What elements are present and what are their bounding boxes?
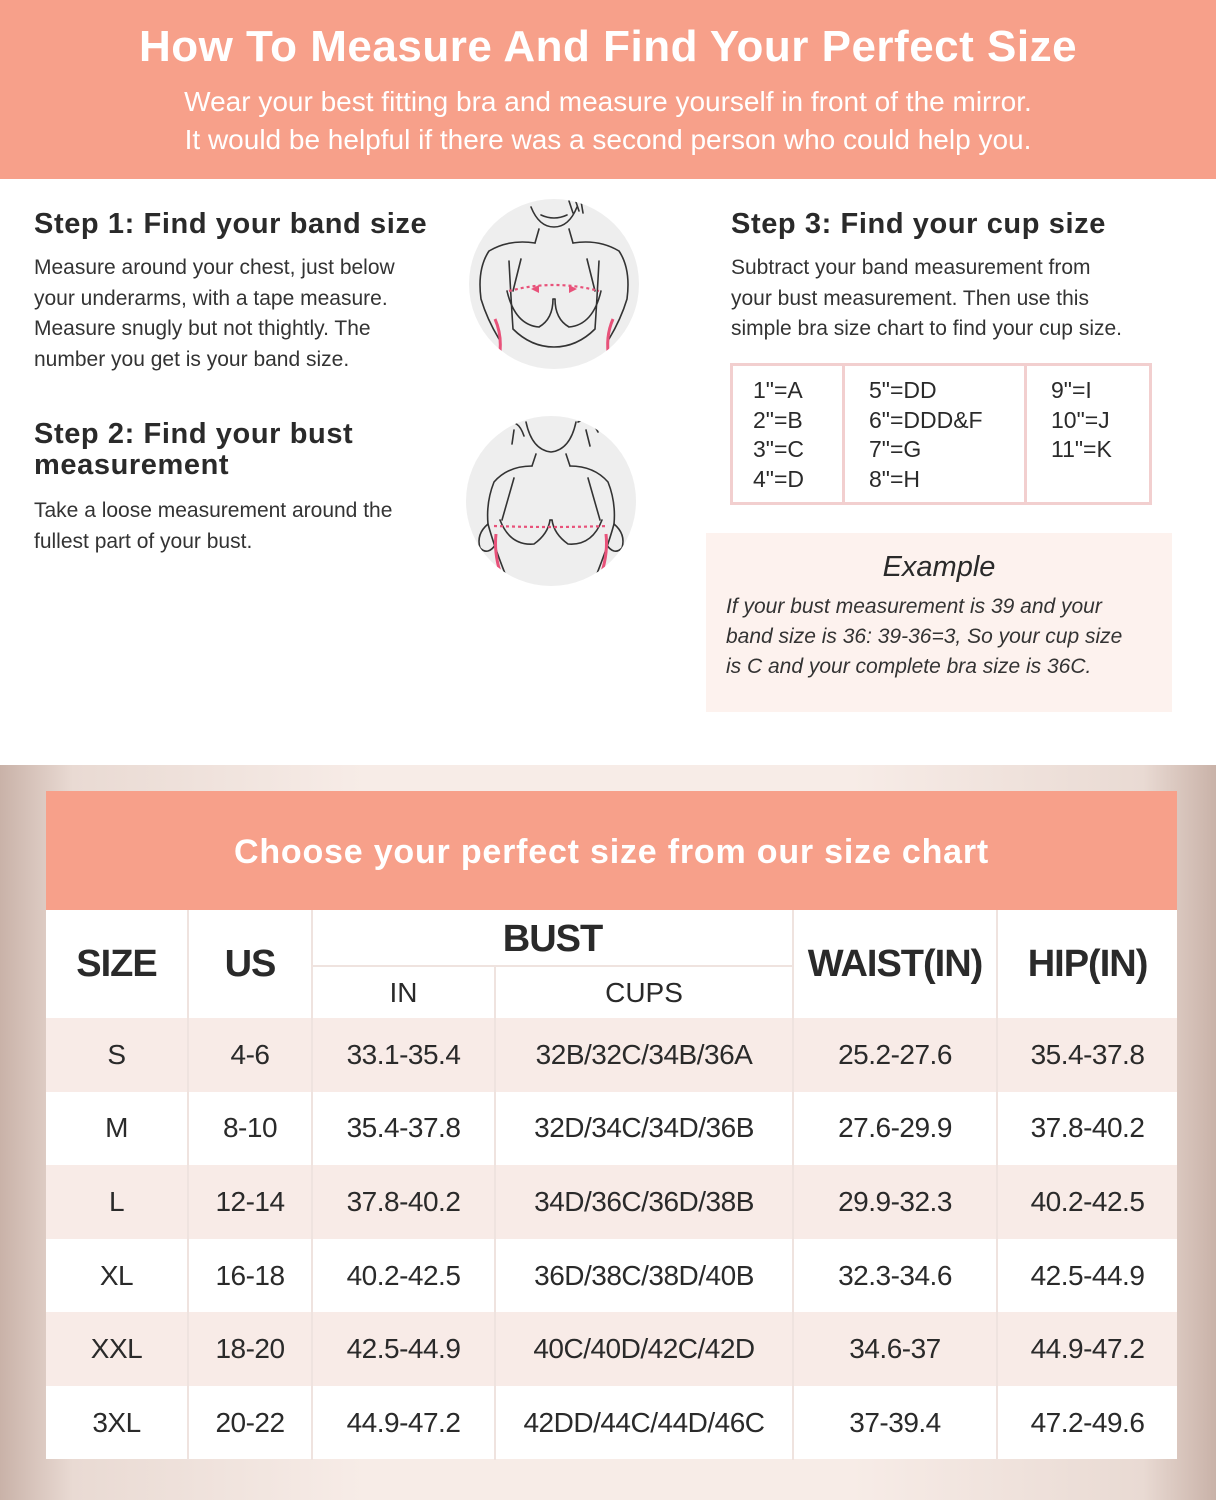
cup-chart-entry: 1"=A [753, 377, 803, 403]
cell-cups: 40C/40D/42C/42D [495, 1312, 793, 1386]
size-chart-table [46, 910, 1177, 1460]
cell-waist: 27.6-29.9 [793, 1092, 997, 1166]
cell-cups: 42DD/44C/44D/46C [495, 1386, 793, 1460]
cell-size: M [46, 1092, 188, 1166]
band-measure-drawing [469, 199, 639, 369]
step2-title-line: measurement [34, 449, 230, 481]
cell-cups: 32D/34C/34D/36B [495, 1092, 793, 1166]
bust-measure-drawing [466, 416, 636, 586]
table-row [46, 1386, 1177, 1460]
table-row [46, 1312, 1177, 1386]
cell-hip: 47.2-49.6 [1030, 1406, 1145, 1438]
step3-body [731, 253, 1122, 345]
cup-chart-entry: 6"=DDD&F [869, 406, 983, 433]
step2-body [34, 496, 392, 557]
step1-body-line: your underarms, with a tape measure. [34, 286, 388, 310]
cup-chart-entry: 7"=G [869, 436, 922, 462]
cup-chart-entry: 8"=H [869, 465, 920, 492]
cell-us: 8-10 [188, 1092, 312, 1166]
header-us: US [188, 910, 312, 1018]
step3-body-line: simple bra size chart to find your cup size. [731, 317, 1123, 340]
cup-chart-entry: 5"=DD [869, 377, 937, 403]
cell-bust-in: 42.5-44.9 [312, 1312, 495, 1386]
step1-body-line: Measure around your chest, just below [34, 256, 395, 279]
step2-body-line: fullest part of your bust. [34, 529, 253, 553]
table-header-row [46, 910, 1177, 966]
cup-chart-entry: 4"=D [753, 465, 804, 492]
example-title: Example [882, 551, 996, 583]
step1-body [34, 253, 395, 375]
cell-size: L [46, 1165, 188, 1239]
cell-cups: 32B/32C/34B/36A [495, 1018, 793, 1092]
cup-chart-entry: 2"=B [753, 406, 803, 433]
cell-bust-in: 44.9-47.2 [312, 1386, 495, 1460]
bust-measure-illustration [466, 416, 636, 586]
cell-hip: 37.8-40.2 [1030, 1112, 1145, 1144]
cell-bust-in: 35.4-37.8 [312, 1092, 495, 1166]
header-bust-in: IN [312, 966, 495, 1018]
page-title: How To Measure And Find Your Perfect Size [138, 22, 1078, 71]
example-body-line: If your bust measurement is 39 and your [726, 595, 1102, 618]
header-subtitle-line-2: It would be helpful if there was a second person who could help you. [184, 124, 1032, 155]
cell-size: S [46, 1018, 188, 1092]
cell-bust-in: 33.1-35.4 [312, 1018, 495, 1092]
cell-us: 12-14 [188, 1165, 312, 1239]
band-measure-illustration [469, 199, 639, 369]
header-bust: BUST [312, 910, 793, 966]
size-chart-heading-bar [46, 791, 1177, 910]
cell-hip: 42.5-44.9 [1030, 1259, 1145, 1291]
cell-bust-in: 37.8-40.2 [312, 1165, 495, 1239]
step2-body-line: Take a loose measurement around the [34, 499, 393, 522]
cell-hip: 44.9-47.2 [997, 1312, 1177, 1386]
size-chart-heading: Choose your perfect size from our size chart [233, 833, 990, 871]
cell-cups: 36D/38C/38D/40B [495, 1239, 793, 1313]
cup-chart-entry: 3"=C [753, 436, 804, 462]
header-size: SIZE [46, 910, 188, 1018]
cell-size: XXL [46, 1312, 188, 1386]
example-body-line: is C and your complete bra size is 36C. [726, 655, 1092, 678]
table-row [46, 1239, 1177, 1313]
header-hip: HIP(IN) [1027, 942, 1148, 985]
table-row [46, 1018, 1177, 1092]
example-body-line: band size is 36: 39-36=3, So your cup size [726, 625, 1123, 648]
example-body [726, 592, 1160, 682]
header-bust-cups: CUPS [495, 966, 793, 1018]
example-box [706, 533, 1172, 712]
cup-chart-column [845, 366, 1027, 502]
step1-body-line: Measure snugly but not thightly. The [34, 317, 371, 340]
table-row [46, 1092, 1177, 1166]
step2-title-line: Step 2: Find your bust [34, 418, 354, 450]
cell-waist: 37-39.4 [793, 1386, 997, 1460]
cell-us: 16-18 [188, 1239, 312, 1313]
step1-body-line: number you get is your band size. [34, 347, 350, 371]
cup-size-chart [730, 363, 1152, 505]
cell-us: 20-22 [188, 1386, 312, 1460]
cell-waist: 29.9-32.3 [793, 1165, 997, 1239]
cell-waist: 32.3-34.6 [793, 1239, 997, 1313]
cell-waist: 25.2-27.6 [793, 1018, 997, 1092]
step1-title: Step 1: Find your band size [34, 208, 428, 240]
size-chart-body [46, 1018, 1177, 1460]
cup-chart-column [733, 366, 845, 502]
step3-body-line: your bust measurement. Then use this [731, 286, 1089, 310]
table-row [46, 1165, 1177, 1239]
cell-hip: 40.2-42.5 [997, 1165, 1177, 1239]
cell-cups: 34D/36C/36D/38B [495, 1165, 793, 1239]
cell-waist: 34.6-37 [793, 1312, 997, 1386]
step3-title: Step 3: Find your cup size [731, 208, 1106, 240]
step3-body-line: Subtract your band measurement from [731, 256, 1091, 279]
cup-chart-column [1027, 366, 1149, 502]
cell-us: 4-6 [188, 1018, 312, 1092]
cup-chart-entry: 11"=K [1051, 436, 1112, 462]
step2-title [34, 419, 353, 481]
cell-us: 18-20 [188, 1312, 312, 1386]
header-subtitle-line-1: Wear your best fitting bra and measure yourself in front of the mirror. [184, 86, 1032, 117]
cell-size: XL [46, 1239, 188, 1313]
header-banner [0, 0, 1216, 179]
cell-size: 3XL [46, 1386, 188, 1460]
cell-hip: 35.4-37.8 [997, 1018, 1177, 1092]
header-waist: WAIST(IN) [793, 910, 997, 1018]
cell-bust-in: 40.2-42.5 [312, 1239, 495, 1313]
cup-chart-entry: 10"=J [1051, 406, 1110, 433]
cup-chart-entry: 9"=I [1051, 377, 1092, 403]
